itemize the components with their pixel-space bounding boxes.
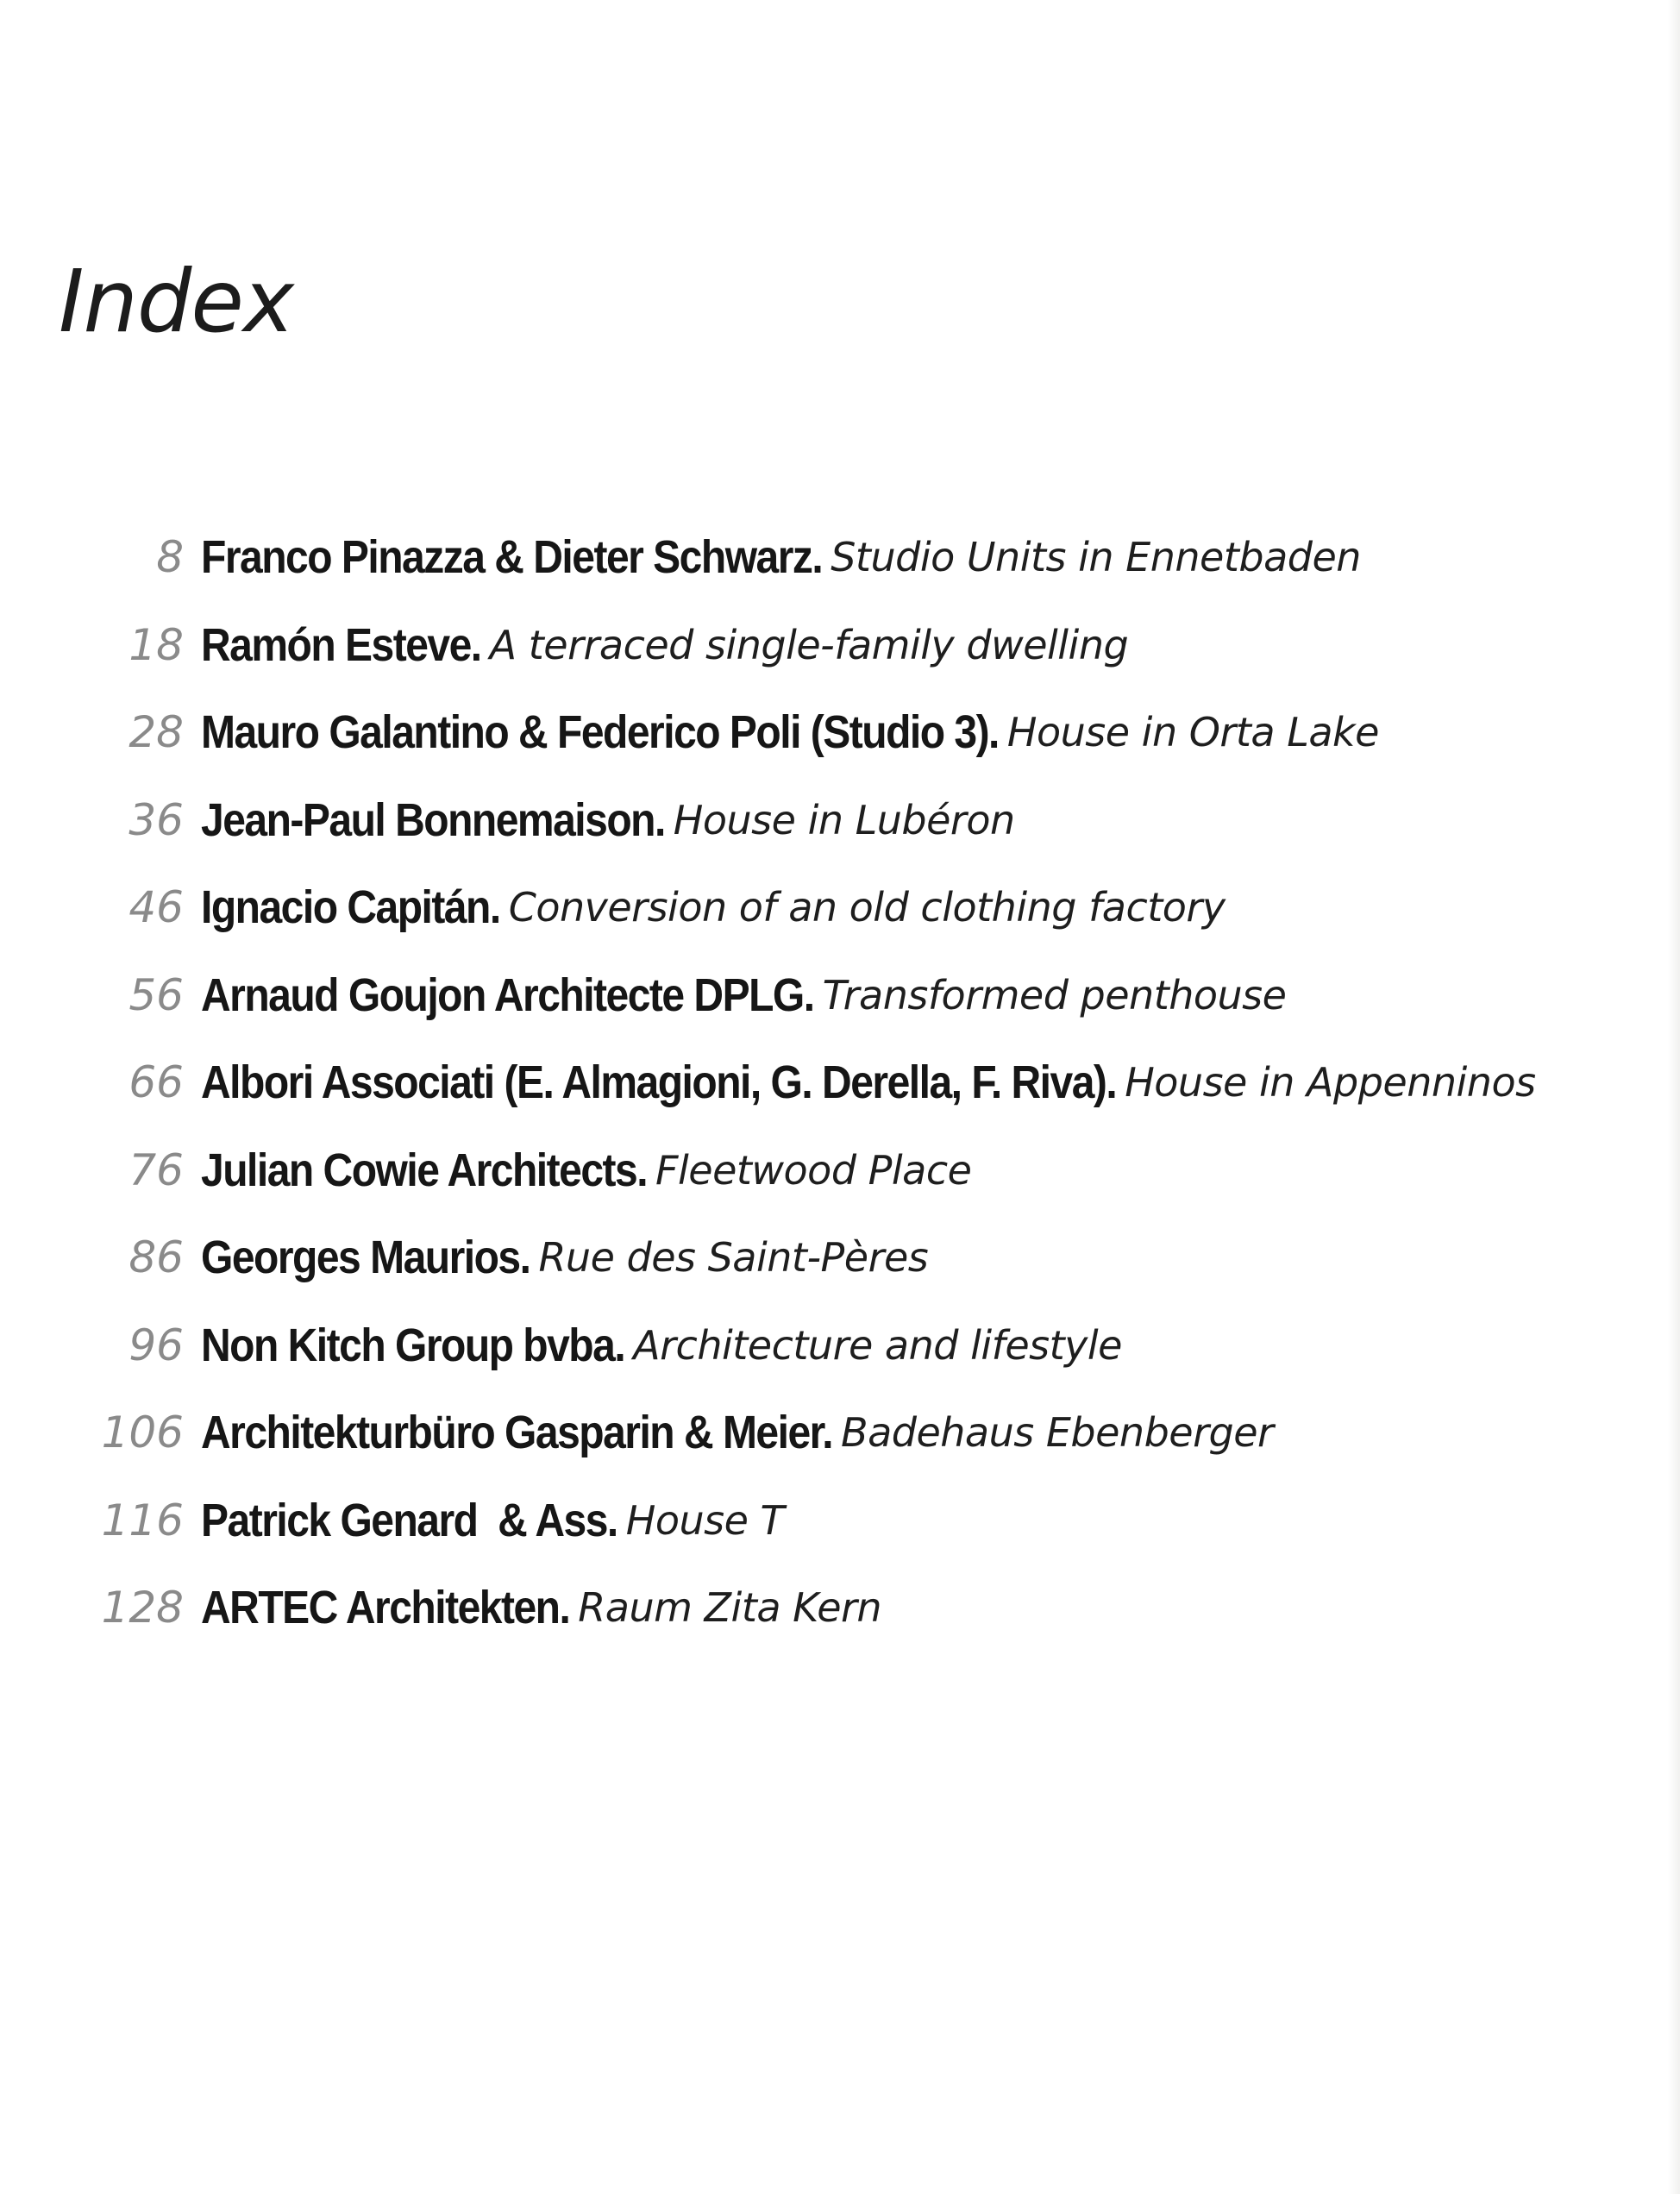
page-number: 36: [129, 794, 184, 845]
entry-text: [201, 1489, 784, 1561]
index-entry[interactable]: [0, 701, 1680, 789]
project-title: Architecture and lifestyle: [633, 1321, 1122, 1369]
index-entry[interactable]: [0, 876, 1680, 964]
entry-text: [201, 789, 1015, 861]
architect-name: Albori Associati (E. Almagioni, G. Derella, F. Riva).: [201, 1056, 1117, 1109]
page-number: 116: [101, 1495, 184, 1545]
page-number: 96: [129, 1320, 184, 1370]
project-title: Fleetwood Place: [655, 1146, 972, 1194]
entry-text: [201, 1577, 881, 1648]
project-title: Conversion of an old clothing factory: [508, 884, 1226, 931]
project-title: House in Orta Lake: [1006, 709, 1379, 755]
index-entry[interactable]: [0, 1226, 1680, 1314]
project-title: House in Appenninos: [1125, 1059, 1536, 1106]
project-title: Raum Zita Kern: [578, 1584, 882, 1631]
page-number: 8: [156, 532, 184, 582]
page-number: 66: [129, 1057, 184, 1107]
architect-name: Arnaud Goujon Architecte DPLG.: [201, 969, 814, 1021]
index-entry[interactable]: [0, 614, 1680, 702]
entry-text: [201, 1051, 1536, 1123]
entry-text: [201, 614, 1128, 686]
index-entry[interactable]: [0, 964, 1680, 1052]
project-title: House in Lubéron: [673, 796, 1015, 843]
architect-name: Julian Cowie Architects.: [201, 1144, 648, 1196]
project-title: Badehaus Ebenberger: [841, 1409, 1274, 1456]
index-entry[interactable]: [0, 1314, 1680, 1402]
index-entry[interactable]: [0, 1139, 1680, 1227]
architect-name: Non Kitch Group bvba.: [201, 1320, 625, 1371]
index-entry[interactable]: [0, 789, 1680, 877]
project-title: Rue des Saint-Pères: [538, 1234, 929, 1281]
index-entry[interactable]: [0, 526, 1680, 614]
page-number: 18: [129, 619, 184, 670]
project-title: Transformed penthouse: [822, 971, 1287, 1019]
architect-name: Architekturbüro Gasparin & Meier.: [201, 1407, 833, 1459]
entry-text: [201, 701, 1379, 773]
entry-text: [201, 964, 1286, 1036]
project-title: House T: [625, 1496, 785, 1544]
index-list: [0, 526, 1680, 1664]
page-number: 76: [129, 1144, 184, 1195]
entry-text: [201, 1226, 928, 1298]
entry-text: [201, 1314, 1122, 1386]
project-title: Studio Units in Ennetbaden: [831, 534, 1361, 580]
architect-name: ARTEC Architekten.: [201, 1582, 570, 1634]
entry-text: [201, 1401, 1273, 1473]
page-number: 28: [129, 707, 184, 757]
page-number: 106: [101, 1407, 184, 1457]
page-number: 86: [129, 1232, 184, 1282]
project-title: A terraced single-family dwelling: [489, 621, 1129, 668]
entry-text: [201, 1139, 971, 1211]
architect-name: Georges Maurios.: [201, 1232, 530, 1284]
architect-name: Ignacio Capitán.: [201, 881, 500, 934]
page-title: Index: [59, 251, 294, 352]
architect-name: Patrick Genard & Ass.: [201, 1495, 617, 1546]
index-entry[interactable]: [0, 1051, 1680, 1139]
index-entry[interactable]: [0, 1401, 1680, 1489]
page-number: 46: [129, 882, 184, 932]
entry-text: [201, 526, 1361, 598]
entry-text: [201, 876, 1226, 948]
index-entry[interactable]: [0, 1577, 1680, 1664]
architect-name: Jean-Paul Bonnemaison.: [201, 794, 665, 846]
architect-name: Franco Pinazza & Dieter Schwarz.: [201, 531, 823, 584]
architect-name: Mauro Galantino & Federico Poli (Studio 3).: [201, 706, 999, 759]
page-number: 56: [129, 969, 184, 1020]
page-number: 128: [101, 1583, 184, 1633]
architect-name: Ramón Esteve.: [201, 619, 481, 671]
index-entry[interactable]: [0, 1489, 1680, 1577]
